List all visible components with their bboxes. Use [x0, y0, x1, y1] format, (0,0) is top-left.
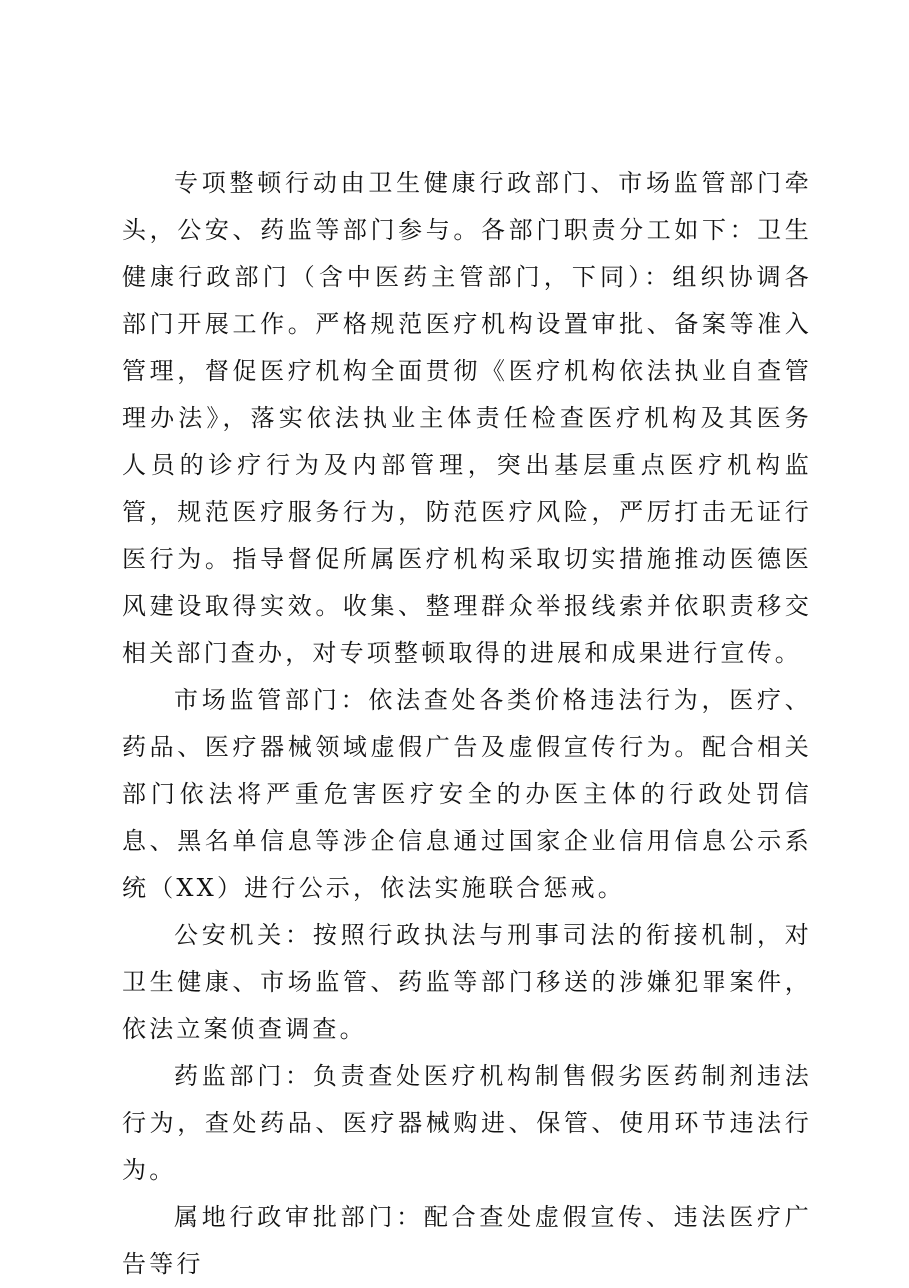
paragraph-health-department: 专项整顿行动由卫生健康行政部门、市场监管部门牵头，公安、药监等部门参与。各部门职责分工如下：卫生健康行政部门（含中医药主管部门，下同）：组织协调各部门开展工作。严格规范医疗机构设置审批、备案等准入管理，督促医疗机构全面贯彻《医疗机构依法执业自查管理办法》，落实依法执业主体责任检查医疗机构及其医务人员的诊疗行为及内部管理，突出基层重点医疗机构监管，规范医疗服务行为，防范医疗风险，严厉打击无证行医行为。指导督促所属医疗机构采取切实措施推动医德医风建设取得实效。收集、整理群众举报线索并依职责移交相关部门查办，对专项整顿取得的进展和成果进行宣传。 — [122, 169, 812, 667]
paragraph-public-security: 公安机关：按照行政执法与刑事司法的衔接机制，对卫生健康、市场监管、药监等部门移送的涉嫌犯罪案件，依法立案侦查调查。 — [122, 921, 812, 1043]
paragraph-drug-supervision: 药监部门：负责查处医疗机构制售假劣医药制剂违法行为，查处药品、医疗器械购进、保管、使用环节违法行为。 — [122, 1062, 812, 1184]
document-body — [122, 160, 812, 1288]
paragraph-market-supervision: 市场监管部门：依法查处各类价格违法行为，医疗、药品、医疗器械领域虚假广告及虚假宣传行为。配合相关部门依法将严重危害医疗安全的办医主体的行政处罚信息、黑名单信息等涉企信息通过国家企业信用信息公示系统（XX）进行公示，依法实施联合惩戒。 — [122, 686, 812, 902]
paragraph-administrative-approval: 属地行政审批部门：配合查处虚假宣传、违法医疗广告等行 — [122, 1203, 812, 1278]
